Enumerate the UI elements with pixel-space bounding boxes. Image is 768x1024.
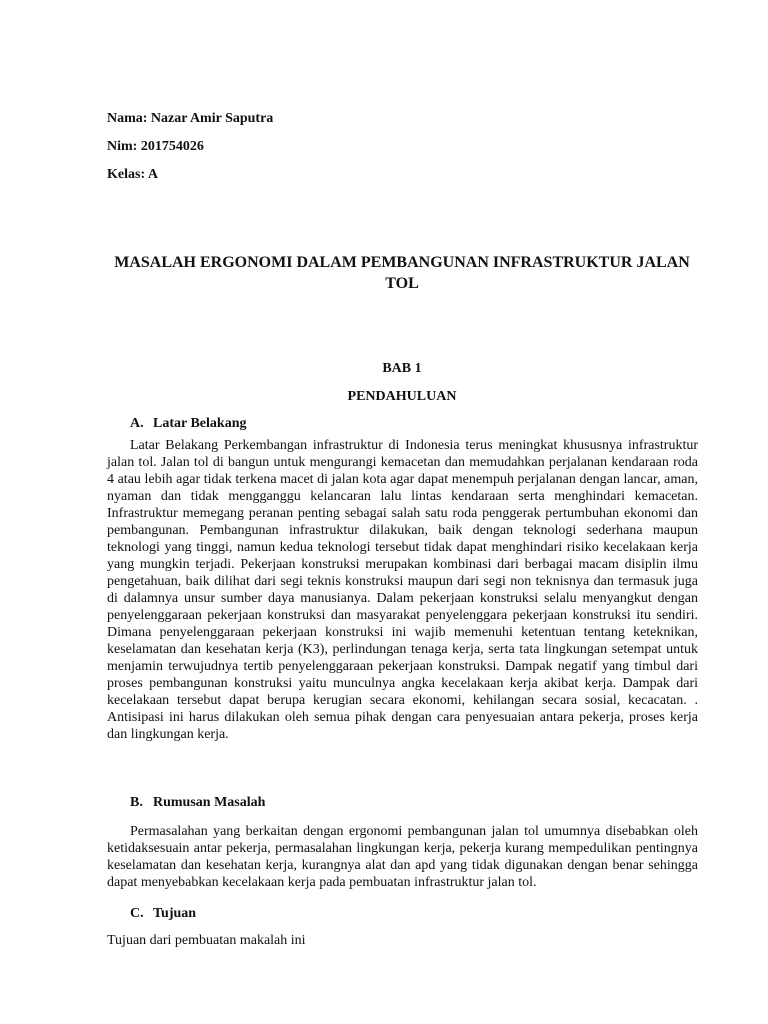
student-nim: Nim: 201754026 xyxy=(107,139,204,154)
student-name: Nama: Nazar Amir Saputra xyxy=(107,111,274,126)
chapter-name: PENDAHULUAN xyxy=(347,389,457,404)
section-title: Tujuan xyxy=(153,906,197,921)
section-letter: C. xyxy=(130,906,144,921)
section-body-tujuan: Tujuan dari pembuatan makalah ini xyxy=(107,933,306,948)
section-heading-latar-belakang xyxy=(130,415,246,433)
chapter-number: BAB 1 xyxy=(382,361,422,376)
section-heading-tujuan xyxy=(130,905,196,923)
section-letter: A. xyxy=(130,416,144,431)
section-body-rumusan-masalah: Permasalahan yang berkaitan dengan ergonomi pembangunan jalan tol umumnya disebabkan oleh ketidaksesuain antar pekerja, permasalahan lingkungan kerja, pekerja kurang mempedulikan pentingnya keselamatan dan kesehatan kerja, kurangnya alat dan apd yang tidak digunakan dengan benar sehingga dapat menyebabkan kecelakaan kerja pada pembuatan infrastruktur jalan tol. xyxy=(107,824,698,890)
section-title: Rumusan Masalah xyxy=(153,795,266,810)
section-heading-rumusan-masalah xyxy=(130,794,265,812)
student-info xyxy=(107,110,273,194)
document-title: MASALAH ERGONOMI DALAM PEMBANGUNAN INFRASTRUKTUR JALAN TOL xyxy=(114,254,690,292)
student-class: Kelas: A xyxy=(107,167,158,182)
section-letter: B. xyxy=(130,795,143,810)
section-body-latar-belakang: Latar Belakang Perkembangan infrastruktur di Indonesia terus meningkat khususnya infrastruktur jalan tol. Jalan tol di bangun untuk mengurangi kemacetan dan memudahkan perjalanan kendaraan roda 4 atau lebih agar tidak terkena macet di jalan kota agar dapat menempuh perjalanan dengan lancar, aman, nyaman dan tidak mengganggu kelancaran lalu lintas kendaraan serta menghindari kemacetan. Infrastruktur memegang peranan penting sebagai salah satu roda penggerak pertumbuhan ekonomi dan pembangunan. Pembangunan infrastruktur dilakukan, baik dengan teknologi sederhana maupun teknologi yang tinggi, namun kedua teknologi tersebut tidak dapat menghindari risiko kecelakaan kerja yang mungkin terjadi. Pekerjaan konstruksi merupakan kombinasi dari berbagai macam disiplin ilmu pengetahuan, baik dilihat dari segi teknis konstruksi maupun dari segi non teknisnya dan termasuk juga di dalamnya unsur sumber daya manusianya. Dalam pekerjaan konstruksi selalu menyangkut dengan penyelenggaraan pekerjaan konstruksi dan masyarakat penyelenggara pekerjaan konstruksi itu sendiri. Dimana penyelenggaraan pekerjaan konstruksi ini wajib memenuhi ketentuan tentang keteknikan, keselamatan dan kesehatan kerja (K3), perlindungan tenaga kerja, serta tata lingkungan setempat untuk menjamin terwujudnya tertib penyelenggaraan pekerjaan konstruksi. Dampak negatif yang timbul dari proses pembangunan konstruksi yaitu munculnya angka kecelakaan kerja akibat kerja. Dampak dari kecelakaan tersebut dapat berupa kerugian secara ekonomi, kehilangan secara sosial, kecacatan. . Antisipasi ini harus dilakukan oleh semua pihak dengan cara penyesuaian antara pekerja, proses kerja dan lingkungan kerja. xyxy=(107,438,698,742)
section-title: Latar Belakang xyxy=(153,416,247,431)
